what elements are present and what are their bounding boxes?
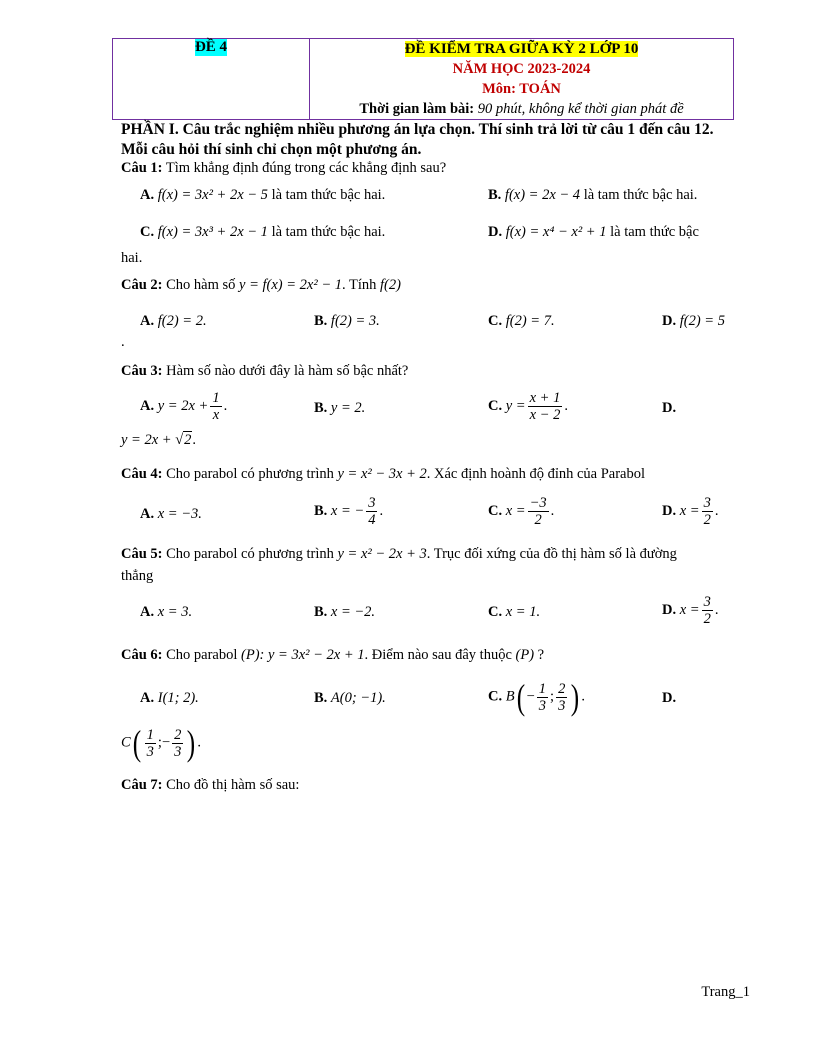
subject: Môn: TOÁN bbox=[482, 81, 561, 97]
q4-a-label: A. bbox=[140, 506, 155, 522]
q3-a-post: . bbox=[223, 397, 228, 414]
q3-a-fraction bbox=[210, 390, 221, 423]
q6-option-a bbox=[140, 690, 199, 707]
q6-c-post: . bbox=[581, 688, 585, 705]
left-paren-icon: ( bbox=[516, 677, 525, 717]
q4-text: Cho parabol có phương trình bbox=[166, 466, 334, 482]
header-table bbox=[112, 38, 734, 120]
q7-label: Câu 7: bbox=[121, 777, 163, 793]
q4-b-num: 3 bbox=[368, 495, 376, 511]
q2-option-a bbox=[140, 313, 207, 330]
q4-d-den: 2 bbox=[703, 512, 711, 528]
time-line bbox=[310, 99, 733, 119]
q6-d-expression: C( $\frac{1}{3}$ ;− $\frac{2}{3}$ ) . bbox=[121, 723, 202, 763]
q5-d-post: . bbox=[714, 601, 719, 618]
q5-label: Câu 5: bbox=[121, 546, 163, 562]
q1-text: Tìm khẳng định đúng trong các khẳng định sau? bbox=[165, 160, 447, 176]
q6-text3: ? bbox=[537, 647, 545, 663]
q2-a-value: f(2) = 2. bbox=[157, 313, 207, 329]
q3-d-label: D. bbox=[662, 400, 677, 416]
q4-text2: . Xác định hoành độ đỉnh của Parabol bbox=[426, 466, 646, 482]
q6-label: Câu 6: bbox=[121, 647, 163, 663]
q2-d-label: D. bbox=[662, 313, 677, 329]
q5-d-den: 2 bbox=[703, 611, 711, 627]
sqrt-icon: √ bbox=[175, 432, 184, 448]
q2-c-value: f(2) = 7. bbox=[505, 313, 555, 329]
q6-d-label: D. bbox=[662, 690, 677, 706]
q1-stem bbox=[121, 160, 446, 177]
q3-c-pre: y = bbox=[505, 397, 526, 414]
q6-b-value: A(0; −1). bbox=[330, 690, 386, 706]
q6-a-value: I(1; 2). bbox=[157, 690, 199, 706]
q5-b-label: B. bbox=[314, 604, 328, 620]
q3-option-d bbox=[662, 400, 676, 417]
q4-c-pre: x = bbox=[505, 502, 526, 519]
q2-label: Câu 2: bbox=[121, 277, 163, 293]
q5-a-value: x = 3. bbox=[157, 604, 193, 620]
q1-option-d bbox=[488, 224, 699, 241]
q5-math: y = x² − 2x + 3 bbox=[337, 546, 427, 562]
q4-b-label: B. bbox=[314, 502, 328, 519]
q4-d-post: . bbox=[714, 502, 719, 519]
page-number: Trang_1 bbox=[701, 984, 750, 1000]
q4-stem bbox=[121, 466, 645, 483]
q5-d-num: 3 bbox=[703, 594, 711, 610]
q3-text: Hàm số nào dưới đây là hàm số bậc nhất? bbox=[166, 363, 409, 379]
q3-d-pre: y = 2x + bbox=[121, 432, 172, 448]
q5-b-value: x = −2. bbox=[330, 604, 376, 620]
q3-c-post: . bbox=[564, 397, 568, 414]
q3-c-fraction bbox=[528, 390, 563, 423]
q3-c-num: x + 1 bbox=[529, 390, 561, 406]
q3-a-num: 1 bbox=[212, 390, 220, 406]
q6-c-pre: B bbox=[505, 688, 515, 705]
q1-a-math: f(x) = 3x² + 2x − 5 bbox=[157, 187, 268, 203]
q3-c-den: x − 2 bbox=[529, 407, 561, 423]
q6-d-den2: 3 bbox=[174, 743, 182, 760]
time-label: Thời gian làm bài: bbox=[359, 101, 475, 117]
q2-b-value: f(2) = 3. bbox=[330, 313, 380, 329]
q3-b-label: B. bbox=[314, 400, 328, 416]
q3-stem bbox=[121, 363, 408, 380]
q6-b-label: B. bbox=[314, 690, 328, 706]
q1-a-text: là tam thức bậc hai. bbox=[271, 187, 386, 203]
q1-b-math: f(x) = 2x − 4 bbox=[504, 187, 581, 203]
q6-stem bbox=[121, 647, 544, 664]
q4-c-label: C. bbox=[488, 502, 503, 519]
q4-option-a bbox=[140, 506, 202, 523]
q6-c-label: C. bbox=[488, 688, 503, 705]
q5-c-value: x = 1. bbox=[505, 604, 541, 620]
q4-c-num: −3 bbox=[529, 495, 547, 511]
q4-c-den: 2 bbox=[534, 512, 542, 528]
q5-text: Cho parabol có phương trình bbox=[166, 546, 334, 562]
q3-a-label: A. bbox=[140, 397, 155, 414]
q6-d-post: . bbox=[197, 734, 202, 751]
right-paren-icon: ) bbox=[571, 677, 580, 717]
q4-label: Câu 4: bbox=[121, 466, 163, 482]
q4-option-b bbox=[314, 495, 383, 528]
q3-option-a bbox=[140, 390, 227, 423]
q7-text: Cho đồ thị hàm số sau: bbox=[166, 777, 300, 793]
q3-label: Câu 3: bbox=[121, 363, 163, 379]
q3-a-den: x bbox=[212, 407, 220, 423]
part1-heading: PHẦN I. Câu trắc nghiệm nhiều phương án lựa chọn. Thí sinh trả lời từ câu 1 đến câu 12. Mỗi câu hỏi thí sinh chỉ chọn một phương án. bbox=[121, 121, 714, 158]
q2-option-d bbox=[662, 313, 725, 330]
q2-c-label: C. bbox=[488, 313, 503, 329]
q6-text2: . Điểm nào sau đây thuộc bbox=[364, 647, 512, 663]
q1-option-b bbox=[488, 187, 697, 204]
q1-b-text: là tam thức bậc hai. bbox=[583, 187, 698, 203]
q4-b-den: 4 bbox=[368, 512, 376, 528]
q1-c-label: C. bbox=[140, 224, 155, 240]
exam-code: ĐỀ 4 bbox=[194, 39, 228, 55]
q5-option-c bbox=[488, 604, 540, 621]
q3-c-label: C. bbox=[488, 397, 503, 414]
q4-d-label: D. bbox=[662, 502, 677, 519]
q4-c-post: . bbox=[550, 502, 555, 519]
q2-text: Cho hàm số bbox=[166, 277, 236, 293]
q3-option-c bbox=[488, 390, 568, 423]
q2-trailing-dot: . bbox=[121, 334, 125, 350]
q4-c-fraction bbox=[528, 495, 549, 528]
minus-sign: − bbox=[161, 734, 171, 751]
q3-d-root: 2 bbox=[184, 432, 192, 448]
q6-math: (P): y = 3x² − 2x + 1 bbox=[241, 647, 365, 663]
q1-label: Câu 1: bbox=[121, 160, 163, 176]
time-value: 90 phút, không kể thời gian phát đề bbox=[477, 101, 684, 117]
q4-a-value: x = −3. bbox=[157, 506, 202, 522]
q2-option-c bbox=[488, 313, 555, 330]
q5-d-label: D. bbox=[662, 601, 677, 618]
q3-d-post: . bbox=[192, 432, 197, 448]
q6-c-den2: 3 bbox=[558, 697, 566, 714]
q6-d-fraction2 bbox=[172, 727, 183, 760]
q6-a-label: A. bbox=[140, 690, 155, 706]
q3-option-b bbox=[314, 400, 365, 417]
q1-option-c bbox=[140, 224, 385, 241]
q6-c-num2: 2 bbox=[558, 680, 566, 697]
q4-option-c bbox=[488, 495, 554, 528]
q1-d-text: là tam thức bậc bbox=[610, 224, 699, 240]
q5-stem-continuation: thẳng bbox=[121, 568, 154, 584]
q2-d-value: f(2) = 5 bbox=[679, 313, 725, 329]
q2-math2: f(2) bbox=[379, 277, 401, 293]
q3-b-value: y = 2. bbox=[330, 400, 366, 416]
q5-a-label: A. bbox=[140, 604, 155, 620]
q6-option-b bbox=[314, 690, 386, 707]
left-paren-icon: ( bbox=[132, 723, 141, 763]
q1-b-label: B. bbox=[488, 187, 502, 203]
q6-c-fraction1 bbox=[537, 681, 548, 714]
q5-d-fraction bbox=[702, 594, 713, 627]
header-right-cell bbox=[310, 39, 734, 120]
q2-text2: . Tính bbox=[341, 277, 377, 293]
q1-d-continuation: hai. bbox=[121, 250, 143, 266]
exam-title: ĐỀ KIỂM TRA GIỮA KỲ 2 LỚP 10 bbox=[404, 41, 639, 57]
q6-d-num2: 2 bbox=[174, 726, 182, 743]
q7-stem bbox=[121, 777, 299, 794]
q4-option-d bbox=[662, 495, 718, 528]
q6-d-fraction1 bbox=[145, 727, 156, 760]
right-paren-icon: ) bbox=[187, 723, 196, 763]
q6-c-num1: 1 bbox=[538, 680, 547, 697]
q5-c-label: C. bbox=[488, 604, 503, 620]
q2-math: y = f(x) = 2x² − 1 bbox=[239, 277, 342, 293]
q6-option-d bbox=[662, 690, 676, 707]
q2-option-b bbox=[314, 313, 380, 330]
q6-d-num1: 1 bbox=[146, 726, 154, 743]
q4-math: y = x² − 3x + 2 bbox=[337, 466, 427, 482]
q4-b-fraction bbox=[366, 495, 377, 528]
q6-d-den1: 3 bbox=[146, 743, 154, 760]
q1-option-a bbox=[140, 187, 385, 204]
q5-d-pre: x = bbox=[679, 601, 700, 618]
q5-option-d bbox=[662, 594, 718, 627]
q6-c-den1: 3 bbox=[538, 697, 547, 714]
q4-d-fraction bbox=[702, 495, 713, 528]
q1-c-math: f(x) = 3x³ + 2x − 1 bbox=[157, 224, 268, 240]
q5-option-a bbox=[140, 604, 192, 621]
q2-stem bbox=[121, 277, 401, 294]
q2-a-label: A. bbox=[140, 313, 155, 329]
q5-text2: . Trục đối xứng của đồ thị hàm số là đường bbox=[426, 546, 677, 562]
q1-d-label: D. bbox=[488, 224, 503, 240]
q6-text: Cho parabol bbox=[166, 647, 238, 663]
q4-b-pre: x = − bbox=[330, 502, 365, 519]
q5-option-b bbox=[314, 604, 375, 621]
q6-c-fraction2 bbox=[556, 681, 567, 714]
header-left-cell bbox=[113, 39, 310, 120]
q6-d-pre: C bbox=[121, 734, 131, 751]
q5-stem bbox=[121, 546, 677, 563]
school-year: NĂM HỌC 2023-2024 bbox=[452, 61, 591, 77]
q1-d-math: f(x) = x⁴ − x² + 1 bbox=[505, 224, 607, 240]
q1-c-text: là tam thức bậc hai. bbox=[271, 224, 386, 240]
q6-math2: (P) bbox=[515, 647, 535, 663]
q4-b-post: . bbox=[379, 502, 384, 519]
q3-d-expression bbox=[121, 432, 196, 449]
q4-d-num: 3 bbox=[703, 495, 711, 511]
q4-d-pre: x = bbox=[679, 502, 700, 519]
q1-a-label: A. bbox=[140, 187, 155, 203]
q6-option-c: C. B( − $\frac{1}{3}$ ; $\frac{2}{3}$ ) . bbox=[488, 677, 585, 717]
q3-a-pre: y = 2x + bbox=[157, 397, 209, 414]
q2-b-label: B. bbox=[314, 313, 328, 329]
minus-sign: − bbox=[526, 688, 535, 705]
